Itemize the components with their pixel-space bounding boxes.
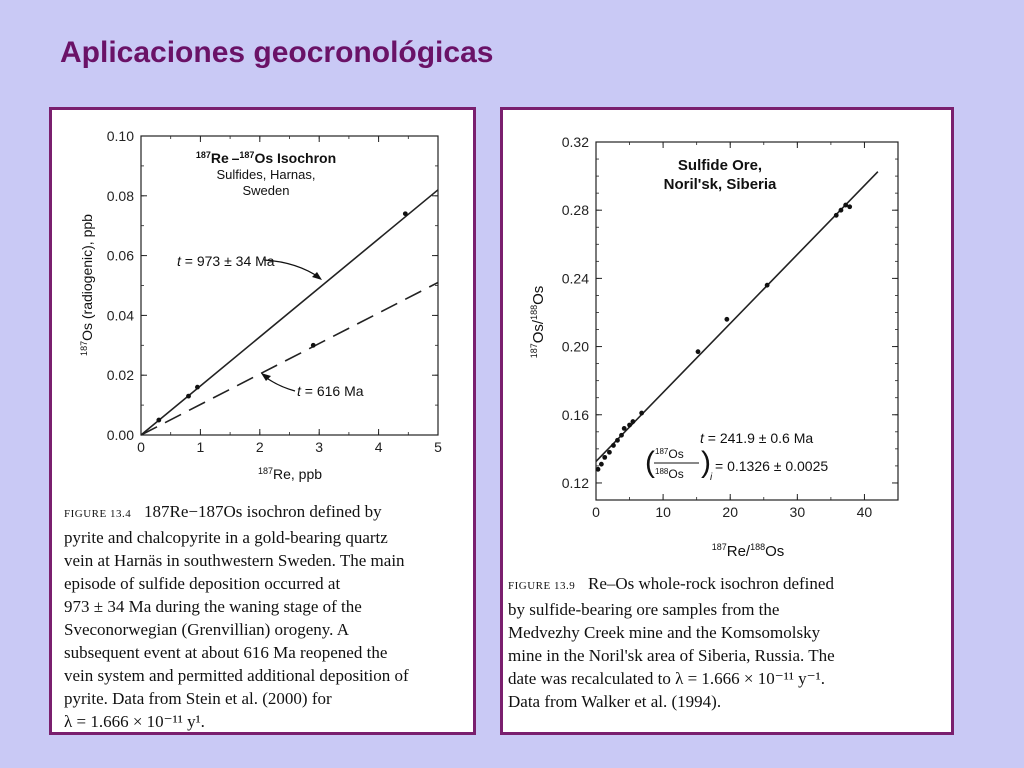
- data-point: [311, 343, 316, 348]
- x-tick-label: 4: [374, 439, 383, 455]
- x-tick-label: 5: [434, 439, 442, 455]
- caption-line: subsequent event at about 616 Ma reopened the: [64, 643, 388, 662]
- x-tick-label: 0: [592, 504, 600, 520]
- annotation-initial-ratio: = 0.1326 ± 0.0025: [715, 458, 829, 474]
- caption-text: Re–Os whole-rock isochron defined: [587, 574, 834, 593]
- data-point: [619, 433, 624, 438]
- y-tick-label: 0.08: [106, 187, 134, 204]
- caption-line: λ = 1.666 × 10⁻¹¹ y¹.: [64, 712, 205, 731]
- data-point: [765, 283, 770, 288]
- paren-left: (: [645, 446, 655, 479]
- ratio-denominator: $^{188}$Os: [655, 467, 684, 481]
- x-tick-label: 30: [789, 504, 806, 520]
- caption-line: episode of sulfide deposition occurred at: [64, 574, 341, 593]
- figure-panel-harnas: [49, 107, 476, 735]
- figure-panel-norilsk: [500, 107, 954, 735]
- data-point: [602, 455, 607, 460]
- caption-line: [508, 572, 948, 598]
- plot-frame: [596, 142, 898, 500]
- paren-right: ): [701, 446, 711, 479]
- ratio-subscript: i: [710, 472, 713, 483]
- chart-title: Sulfide Ore,: [677, 157, 763, 174]
- data-point: [156, 418, 161, 423]
- isochron-line: [141, 190, 438, 435]
- y-tick-label: 0.10: [106, 128, 134, 144]
- x-tick-label: 1: [196, 439, 205, 455]
- isochron-line-dashed: [141, 283, 438, 435]
- data-point: [696, 349, 701, 354]
- figure-number: FIGURE 13.4: [64, 508, 132, 520]
- y-tick-label: 0.32: [561, 134, 589, 150]
- data-point: [839, 208, 844, 213]
- figure-number: FIGURE 13.9: [508, 580, 576, 592]
- ratio-numerator: $^{187}$Os: [655, 447, 684, 461]
- slide-title: Aplicaciones geocronológicas: [60, 36, 494, 69]
- x-tick-label: 20: [722, 504, 739, 520]
- caption-line: vein system and permitted additional deposition of: [64, 666, 409, 685]
- caption-line: pyrite and chalcopyrite in a gold-bearing quartz: [64, 528, 388, 547]
- data-point: [195, 385, 200, 390]
- caption-line: pyrite. Data from Stein et al. (2000) for: [64, 689, 332, 708]
- x-axis-label: $^{187}$Re, ppb: [257, 466, 323, 482]
- x-tick-label: 40: [856, 504, 873, 520]
- data-point: [724, 317, 729, 322]
- y-axis-label: $^{187}$Os/$^{188}$Os: [529, 285, 547, 359]
- chart-title: Noril'sk, Siberia: [663, 176, 777, 193]
- data-point: [611, 443, 616, 448]
- caption-line: 973 ± 34 Ma during the waning stage of the: [64, 597, 362, 616]
- caption-line: date was recalculated to λ = 1.666 × 10⁻¹¹ y⁻¹.: [508, 669, 825, 688]
- caption-line: vein at Harnäs in southwestern Sweden. The main: [64, 551, 405, 570]
- chart-subtitle: Sulfides, Harnas,: [216, 167, 316, 182]
- caption-line: Data from Walker et al. (1994).: [508, 692, 722, 711]
- caption-text: 187Re−187Os isochron defined by: [143, 502, 382, 521]
- annotation-age-973: t = 973 ± 34 Ma: [177, 253, 275, 269]
- data-point: [186, 394, 191, 399]
- data-point: [639, 411, 644, 416]
- chart-subtitle: Sweden: [242, 183, 290, 198]
- x-tick-label: 2: [255, 439, 264, 455]
- data-point: [596, 467, 601, 472]
- chart-title: $^{187}$Re –$^{187}$Os Isochron: [195, 150, 337, 166]
- y-tick-label: 0.20: [561, 338, 589, 355]
- data-point: [631, 419, 636, 424]
- caption-line: Sveconorwegian (Grenvillian) orogeny. A: [64, 620, 349, 639]
- y-tick-label: 0.02: [106, 367, 134, 384]
- y-tick-label: 0.24: [561, 270, 589, 287]
- caption-line: [64, 500, 464, 526]
- y-tick-label: 0.04: [106, 307, 134, 324]
- y-axis-label: $^{187}$Os (radiogenic), ppb: [79, 214, 95, 356]
- x-tick-label: 3: [315, 439, 324, 455]
- y-tick-label: 0.16: [561, 406, 589, 423]
- data-point: [847, 204, 852, 209]
- y-tick-label: 0.28: [561, 202, 589, 219]
- data-point: [403, 211, 408, 216]
- data-point: [607, 450, 612, 455]
- x-axis-label: $^{187}$Re/$^{188}$Os: [711, 542, 785, 560]
- data-point: [615, 438, 620, 443]
- y-tick-label: 0.06: [106, 247, 134, 264]
- x-tick-label: 10: [655, 504, 671, 520]
- y-tick-label: 0.12: [561, 474, 589, 491]
- data-point: [622, 426, 627, 431]
- annotation-age-616: t = 616 Ma: [297, 383, 364, 399]
- annotation-age: t = 241.9 ± 0.6 Ma: [700, 430, 814, 446]
- caption-line: by sulfide-bearing ore samples from the: [508, 600, 780, 619]
- y-tick-label: 0.00: [106, 427, 134, 443]
- caption-line: mine in the Noril'sk area of Siberia, Russia. The: [508, 646, 835, 665]
- caption-line: Medvezhy Creek mine and the Komsomolsky: [508, 623, 821, 642]
- caption-figure-13-9: [508, 572, 948, 713]
- data-point: [627, 423, 632, 428]
- data-point: [834, 213, 839, 218]
- x-tick-label: 0: [137, 439, 145, 455]
- data-point: [599, 462, 604, 467]
- caption-figure-13-4: [64, 500, 464, 733]
